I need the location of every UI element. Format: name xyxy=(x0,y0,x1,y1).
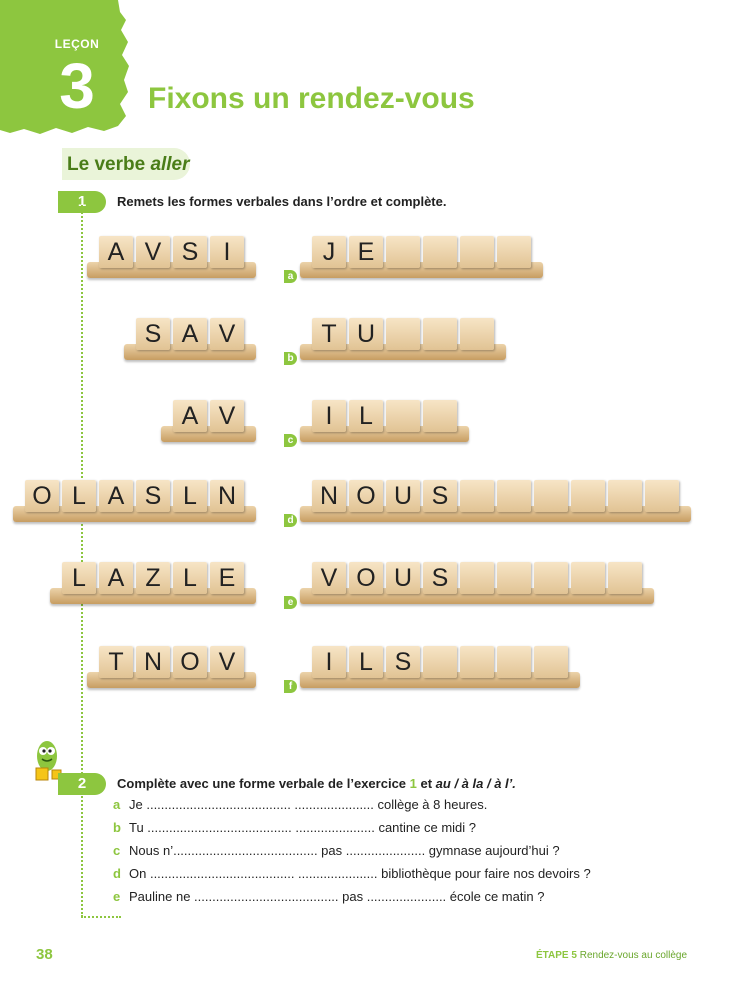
sentence-text: Pauline ne ........................................ pas ...................... école ce matin ? xyxy=(129,889,545,904)
letter-tile: S xyxy=(136,480,170,512)
dotted-guide-line-end xyxy=(81,916,121,920)
letter-tile: L xyxy=(62,562,96,594)
letter-tile: S xyxy=(386,646,420,678)
blank-tile xyxy=(386,400,420,432)
instruction-exercise-ref: 1 xyxy=(409,776,417,791)
row-letter-tag: d xyxy=(284,514,297,527)
instruction-text-mid: et xyxy=(416,776,436,791)
blank-tile xyxy=(460,646,494,678)
letter-tile: O xyxy=(173,646,207,678)
page-number: 38 xyxy=(36,946,53,963)
lesson-number: 3 xyxy=(59,50,95,122)
sentence-e xyxy=(113,889,544,904)
letter-tile: L xyxy=(173,562,207,594)
letter-tile: T xyxy=(99,646,133,678)
section-title xyxy=(67,154,190,176)
letter-tile: Z xyxy=(136,562,170,594)
blank-tile xyxy=(608,480,642,512)
letter-tile: A xyxy=(99,480,133,512)
blank-tile xyxy=(608,562,642,594)
letter-tile: S xyxy=(423,562,457,594)
letter-tile: J xyxy=(312,236,346,268)
blank-tile xyxy=(571,480,605,512)
letter-tile: S xyxy=(423,480,457,512)
letter-tile: U xyxy=(386,562,420,594)
blank-tile xyxy=(645,480,679,512)
row-letter-tag: f xyxy=(284,680,297,693)
exercise-2-number: 2 xyxy=(58,773,106,795)
letter-tile: O xyxy=(349,480,383,512)
footer-stage-title: Rendez-vous au collège xyxy=(579,950,688,961)
letter-tile: S xyxy=(173,236,207,268)
blank-tile xyxy=(460,236,494,268)
letter-tile: N xyxy=(210,480,244,512)
blank-tile xyxy=(497,236,531,268)
letter-tile: O xyxy=(25,480,59,512)
exercise-1-number: 1 xyxy=(58,191,106,213)
letter-tile: N xyxy=(136,646,170,678)
blank-tile xyxy=(460,480,494,512)
blank-tile xyxy=(534,480,568,512)
exercise-1-instruction: Remets les formes verbales dans l’ordre et complète. xyxy=(117,194,447,209)
row-letter-tag: c xyxy=(284,434,297,447)
letter-tile: A xyxy=(173,318,207,350)
letter-tile: T xyxy=(312,318,346,350)
blank-tile xyxy=(534,562,568,594)
sentence-c xyxy=(113,843,560,858)
exercise-2-instruction xyxy=(117,776,516,791)
blank-tile xyxy=(497,562,531,594)
letter-tile: L xyxy=(349,400,383,432)
footer-stage xyxy=(536,950,687,961)
sentence-letter: c xyxy=(113,843,121,858)
blank-tile xyxy=(423,236,457,268)
dotted-guide-line xyxy=(81,205,85,917)
blank-tile xyxy=(423,318,457,350)
letter-tile: O xyxy=(349,562,383,594)
letter-tile: V xyxy=(312,562,346,594)
sentence-b xyxy=(113,820,476,835)
row-letter-tag: e xyxy=(284,596,297,609)
letter-tile: L xyxy=(62,480,96,512)
blank-tile xyxy=(497,646,531,678)
instruction-articles: au / à la / à l’. xyxy=(435,776,516,791)
blank-tile xyxy=(460,562,494,594)
letter-tile: E xyxy=(210,562,244,594)
letter-tile: A xyxy=(173,400,207,432)
instruction-text-start: Complète avec une forme verbale de l’exercice xyxy=(117,776,410,791)
sentence-letter: e xyxy=(113,889,121,904)
blank-tile xyxy=(423,646,457,678)
sentence-a xyxy=(113,797,487,812)
letter-tile: N xyxy=(312,480,346,512)
sentence-text: Je ........................................ ...................... collège à 8 heures. xyxy=(129,797,488,812)
sentence-text: Nous n’........................................ pas ...................... gymnase aujourd’hui ? xyxy=(129,843,560,858)
sentence-letter: a xyxy=(113,797,121,812)
sentence-letter: d xyxy=(113,866,121,881)
letter-tile: I xyxy=(312,400,346,432)
sentence-text: Tu ........................................ ...................... cantine ce midi ? xyxy=(129,820,477,835)
blank-tile xyxy=(460,318,494,350)
row-letter-tag: a xyxy=(284,270,297,283)
letter-tile: I xyxy=(312,646,346,678)
letter-tile: L xyxy=(349,646,383,678)
letter-tile: L xyxy=(173,480,207,512)
letter-tile: V xyxy=(210,318,244,350)
blank-tile xyxy=(497,480,531,512)
letter-tile: S xyxy=(136,318,170,350)
letter-tile: U xyxy=(349,318,383,350)
footer-stage-label: ÉTAPE 5 xyxy=(536,950,577,961)
sentence-text: On ........................................ ...................... bibliothèque pour faire nos devoirs ? xyxy=(129,866,591,881)
section-title-verb: aller xyxy=(150,154,190,175)
page-title: Fixons un rendez-vous xyxy=(148,82,475,115)
letter-tile: A xyxy=(99,562,133,594)
blank-tile xyxy=(386,318,420,350)
blank-tile xyxy=(534,646,568,678)
blank-tile xyxy=(386,236,420,268)
letter-tile: V xyxy=(136,236,170,268)
letter-tile: A xyxy=(99,236,133,268)
letter-tile: U xyxy=(386,480,420,512)
sentence-letter: b xyxy=(113,820,121,835)
letter-tile: E xyxy=(349,236,383,268)
blank-tile xyxy=(571,562,605,594)
letter-tile: V xyxy=(210,400,244,432)
blank-tile xyxy=(423,400,457,432)
sentence-d xyxy=(113,866,591,881)
letter-tile: I xyxy=(210,236,244,268)
section-title-prefix: Le verbe xyxy=(67,154,151,175)
letter-tile: V xyxy=(210,646,244,678)
row-letter-tag: b xyxy=(284,352,297,365)
lesson-label: LEÇON xyxy=(54,37,100,51)
